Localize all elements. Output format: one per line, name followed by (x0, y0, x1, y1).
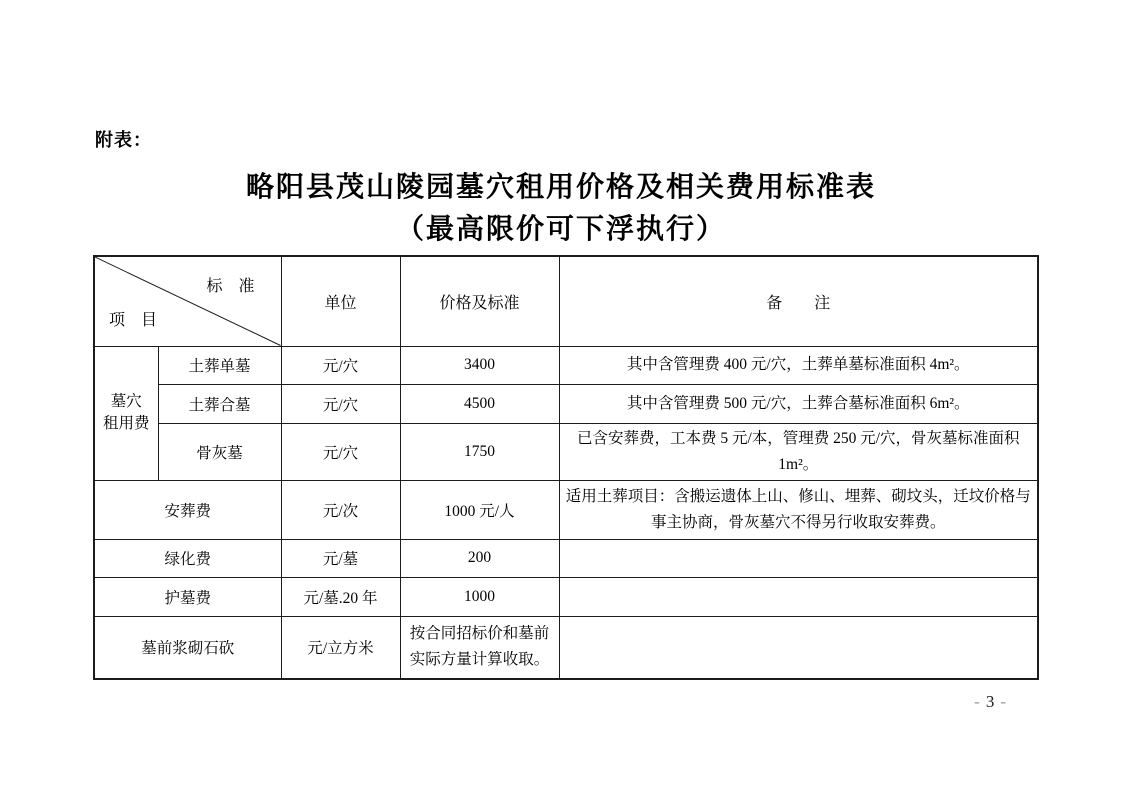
remark-cell: 其中含管理费 400 元/穴，土葬单墓标准面积 4m²。 (559, 346, 1038, 384)
header-item-label: 项 目 (109, 311, 158, 329)
item-cell: 土葬合墓 (158, 384, 281, 423)
table-row (94, 539, 1038, 577)
diagonal-header-cell (94, 256, 281, 346)
price-cell: 4500 (400, 384, 559, 423)
price-cell: 按合同招标价和墓前实际方量计算收取。 (400, 616, 559, 679)
unit-cell: 元/穴 (281, 384, 400, 423)
header-standard-label: 标 准 (206, 278, 255, 295)
header-remark: 备 注 (559, 256, 1038, 346)
table-row (94, 346, 1038, 384)
price-cell: 3400 (400, 346, 559, 384)
remark-cell (559, 539, 1038, 577)
item-cell: 墓前浆砌石砍 (94, 616, 281, 679)
unit-cell: 元/次 (281, 480, 400, 539)
table-row (94, 577, 1038, 616)
unit-cell: 元/墓.20 年 (281, 577, 400, 616)
fee-standards-table (93, 255, 1039, 680)
page-number-left-dash: - (974, 692, 981, 711)
page-number-right-dash: - (1000, 692, 1007, 711)
remark-cell: 适用土葬项目：含搬运遗体上山、修山、埋葬、砌坟头，迁坟价格与事主协商，骨灰墓穴不得另行收取安葬费。 (559, 480, 1038, 539)
header-unit: 单位 (281, 256, 400, 346)
table-row (94, 616, 1038, 679)
group-label-line2: 租用费 (102, 415, 150, 432)
item-cell: 绿化费 (94, 539, 281, 577)
item-cell: 安葬费 (94, 480, 281, 539)
table-header-row (94, 256, 1038, 346)
price-cell: 1000 (400, 577, 559, 616)
unit-cell: 元/穴 (281, 346, 400, 384)
item-cell: 土葬单墓 (158, 346, 281, 384)
table-row (94, 423, 1038, 480)
item-cell: 骨灰墓 (158, 423, 281, 480)
header-price: 价格及标准 (400, 256, 559, 346)
price-cell: 1000 元/人 (400, 480, 559, 539)
remark-cell: 已含安葬费，工本费 5 元/本，管理费 250 元/穴，骨灰墓标准面积 1m²。 (559, 423, 1038, 480)
page-number (969, 692, 1012, 712)
appendix-label: 附表： (95, 130, 152, 150)
unit-cell: 元/立方米 (281, 616, 400, 679)
unit-cell: 元/穴 (281, 423, 400, 480)
page-title: 略阳县茂山陵园墓穴租用价格及相关费用标准表 (245, 172, 876, 203)
group-cell-grave-rental-fee (94, 346, 158, 480)
remark-cell (559, 616, 1038, 679)
page-number-value: 3 (985, 692, 996, 711)
unit-cell: 元/墓 (281, 539, 400, 577)
price-cell: 200 (400, 539, 559, 577)
page-subtitle: （最高限价可下浮执行） (395, 214, 726, 245)
remark-cell (559, 577, 1038, 616)
table-row (94, 480, 1038, 539)
table-row (94, 384, 1038, 423)
price-cell: 1750 (400, 423, 559, 480)
item-cell: 护墓费 (94, 577, 281, 616)
group-label-line1: 墓穴 (110, 393, 142, 410)
diagonal-divider-line (95, 257, 281, 346)
remark-cell: 其中含管理费 500 元/穴，土葬合墓标准面积 6m²。 (559, 384, 1038, 423)
